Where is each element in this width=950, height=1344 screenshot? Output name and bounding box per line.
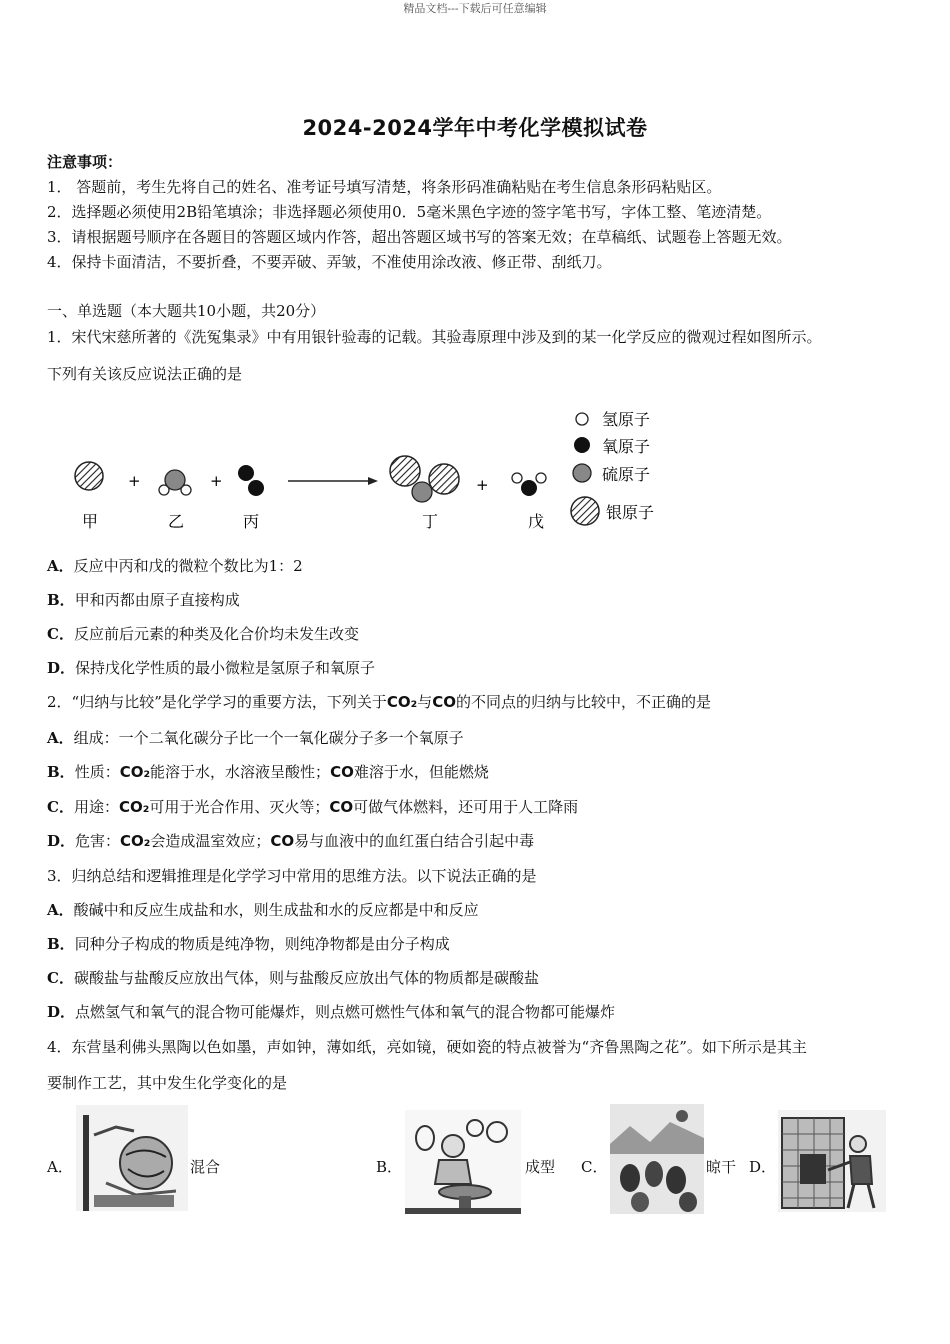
formula-co2: CO₂ <box>386 693 418 711</box>
question-2-option-d[interactable] <box>47 831 534 851</box>
formula-co: CO <box>329 798 354 816</box>
option-letter: A． <box>47 901 74 919</box>
notice-item: 2．选择题必须使用2B铅笔填涂；非选择题必须使用0．5毫米黑色字迹的签字笔书写，字体工整、笔迹清楚。 <box>47 203 772 221</box>
label-yi: 乙 <box>168 512 185 531</box>
question-3-option-d[interactable] <box>47 1002 615 1022</box>
plus-sign: + <box>128 472 141 490</box>
option-text: 碳酸盐与盐酸反应放出气体，则与盐酸反应放出气体的物质都是碳酸盐 <box>73 969 539 987</box>
option-text: 组成：一个二氧化碳分子比一个一氧化碳分子多一个氧原子 <box>73 729 464 747</box>
plus-sign: + <box>476 476 489 494</box>
question-2-option-c[interactable] <box>47 797 578 817</box>
stem-text: 的不同点的归纳与比较中，不正确的是 <box>456 693 712 711</box>
firing-kiln-illustration <box>778 1110 886 1212</box>
option-text: 反应前后元素的种类及化合价均未发生改变 <box>73 625 359 643</box>
question-3-option-a[interactable] <box>47 900 479 920</box>
option-letter: C． <box>47 969 74 987</box>
formula-co2: CO₂ <box>119 763 151 781</box>
question-3-option-c[interactable] <box>47 968 539 988</box>
question-3-stem: 3．归纳总结和逻辑推理是化学学习中常用的思维方法。以下说法正确的是 <box>47 867 537 885</box>
question-1-option-a[interactable] <box>47 556 303 576</box>
formula-co2: CO₂ <box>120 832 151 850</box>
question-1-option-d[interactable] <box>47 658 375 678</box>
option-letter: D． <box>47 659 76 677</box>
header-note: 精品文档---下载后可任意编辑 <box>403 2 547 15</box>
option-letter: A． <box>47 557 74 575</box>
option-text: 会造成温室效应； <box>150 832 271 850</box>
question-2-option-b[interactable] <box>47 762 489 782</box>
notice-item: 1． 答题前，考生先将自己的姓名、准考证号填写清楚，将条形码准确粘贴在考生信息条形码粘贴区。 <box>47 178 722 196</box>
formula-co: CO <box>432 693 457 711</box>
option-letter: B． <box>47 763 75 781</box>
notice-item: 4．保持卡面清洁，不要折叠，不要弄破、弄皱，不准使用涂改液、修正带、刮纸刀。 <box>47 253 612 271</box>
diagram-legend <box>571 410 654 525</box>
label-ding: 丁 <box>422 512 439 531</box>
option-text: 保持戊化学性质的最小微粒是氢原子和氧原子 <box>75 659 376 677</box>
hydrogen-atom-icon <box>576 413 588 425</box>
option-text: 点燃氢气和氧气的混合物可能爆炸，则点燃可燃性气体和氧气的混合物都可能爆炸 <box>75 1003 616 1021</box>
question-2-option-a[interactable] <box>47 728 464 748</box>
option-letter: B． <box>47 935 75 953</box>
option-text: 反应中丙和戊的微粒个数比为1：2 <box>73 557 303 575</box>
legend-sulfur: 硫原子 <box>602 465 651 484</box>
label-jia: 甲 <box>82 512 99 531</box>
drying-illustration <box>610 1104 704 1214</box>
notice-heading: 注意事项： <box>47 153 123 171</box>
option-text: 可做气体燃料，还可用于人工降雨 <box>353 798 579 816</box>
question-1-option-b[interactable] <box>47 590 240 610</box>
option-text: 易与血液中的血红蛋白结合引起中毒 <box>294 832 535 850</box>
notice-item: 3．请根据题号顺序在各题目的答题区域内作答，超出答题区域书写的答案无效；在草稿纸、试题卷上答题无效。 <box>47 228 792 246</box>
sulfur-atom-icon <box>573 464 591 482</box>
question-3-option-b[interactable] <box>47 934 450 954</box>
question-4-stem: 4．东营垦利佛头黑陶以色如墨，声如钟，薄如纸，亮如镜，硬如瓷的特点被誉为“齐鲁黑陶之花”。如下所示是其主 <box>47 1038 807 1056</box>
water-molecule-wu <box>512 473 546 496</box>
stem-text: 2．“归纳与比较”是化学学习的重要方法，下列关于 <box>47 693 387 711</box>
option-letter: C． <box>47 625 74 643</box>
option-letter: C． <box>47 798 74 816</box>
formula-co2: CO₂ <box>118 798 150 816</box>
page-title: 2024-2024学年中考化学模拟试卷 <box>302 116 648 140</box>
legend-silver: 银原子 <box>606 503 655 522</box>
option-text: 混合 <box>190 1158 221 1176</box>
option-letter: D． <box>47 1003 76 1021</box>
legend-oxygen: 氧原子 <box>602 437 651 456</box>
mixing-illustration <box>76 1105 188 1211</box>
question-4-option-c-letter[interactable]: C． <box>581 1158 608 1176</box>
option-text: 酸碱中和反应生成盐和水，则生成盐和水的反应都是中和反应 <box>73 901 479 919</box>
stem-text: 与 <box>417 693 433 711</box>
silver-sulfide-molecule-ding <box>390 456 459 502</box>
option-letter: B． <box>47 591 75 609</box>
option-text: 性质： <box>74 763 120 781</box>
question-1-stem-continued: 下列有关该反应说法正确的是 <box>47 365 243 383</box>
option-text: 难溶于水，但能燃烧 <box>353 763 489 781</box>
option-text: 用途： <box>73 798 119 816</box>
option-text: 危害： <box>75 832 121 850</box>
option-text: 甲和丙都由原子直接构成 <box>74 591 240 609</box>
shaping-illustration <box>405 1110 521 1214</box>
option-letter: A． <box>47 729 74 747</box>
reaction-diagram <box>60 400 700 540</box>
question-4-option-d-letter[interactable]: D． <box>749 1158 777 1176</box>
silver-atom-jia <box>75 462 103 490</box>
label-wu: 戊 <box>528 512 545 531</box>
question-4-option-a-letter[interactable]: A． <box>47 1158 73 1176</box>
reaction-arrow <box>288 477 378 485</box>
option-text: 同种分子构成的物质是纯净物，则纯净物都是由分子构成 <box>74 935 450 953</box>
oxygen-atom-icon <box>574 437 590 453</box>
legend-hydrogen: 氢原子 <box>602 410 651 429</box>
formula-co: CO <box>330 763 354 781</box>
option-letter: D． <box>47 832 76 850</box>
oxygen-molecule-bing <box>238 465 264 496</box>
plus-sign: + <box>210 472 223 490</box>
option-text: 可用于光合作用、灭火等； <box>149 798 330 816</box>
question-4-stem-continued: 要制作工艺，其中发生化学变化的是 <box>47 1074 288 1092</box>
question-2-stem <box>47 692 711 712</box>
option-text: 晾干 <box>706 1158 737 1176</box>
question-4-option-b-letter[interactable]: B． <box>376 1158 403 1176</box>
question-1-option-c[interactable] <box>47 624 359 644</box>
h2s-molecule-yi <box>159 470 191 495</box>
question-1-stem: 1．宋代宋慈所著的《洗冤集录》中有用银针验毒的记载。其验毒原理中涉及到的某一化学反应的微观过程如图所示。 <box>47 328 822 346</box>
formula-co: CO <box>270 832 295 850</box>
option-text: 成型 <box>525 1158 556 1176</box>
silver-atom-icon <box>571 497 599 525</box>
label-bing: 丙 <box>243 512 260 531</box>
section-heading: 一、单选题（本大题共10小题，共20分） <box>47 302 326 320</box>
option-text: 能溶于水，水溶液呈酸性； <box>150 763 331 781</box>
